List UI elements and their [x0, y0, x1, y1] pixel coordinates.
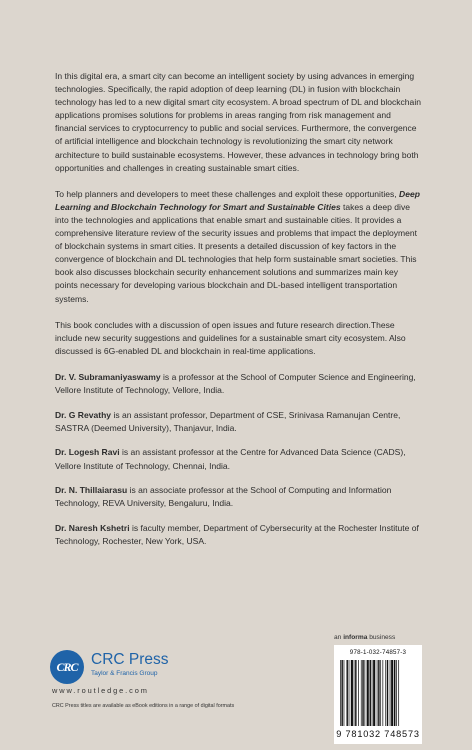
book-title: Deep Learning and Blockchain Technology for Smart and Sustainable Cities: [55, 188, 420, 212]
author-bio: [55, 484, 421, 510]
cover-footer: [0, 630, 472, 750]
intro-paragraph: In this digital era, a smart city can become an intelligent society by using advances in emerging technologies. Specifically, the rapid adoption of deep learning (DL) in fusion with blockchain technology has led to a new digital smart city ecosystem. A broad spectrum of DL and blockchain applications promises solutions for problems in areas ranging from risk management and financial services to cryptocurrency to public and social services. Furthermore, the convergence of artificial intelligence and blockchain technology is revolutionizing the smart city network architecture to build sustainable ecosystems. However, these advances in technology bring both opportunities and challenges in creating sustainable smart cities.: [55, 71, 421, 173]
author-name: Dr. G Revathy: [55, 409, 112, 420]
publisher-group: Taylor & Francis Group: [91, 670, 158, 677]
author-bio: [55, 371, 421, 397]
author-description: is an associate professor at the School of Computing and Information Technology, REVA University, Bengaluru, India.: [55, 485, 392, 509]
barcode: [334, 645, 422, 744]
informa-prefix: an: [334, 634, 342, 641]
author-name: Dr. V. Subramaniyaswamy: [55, 371, 161, 382]
author-name: Dr. N. Thillaiarasu: [55, 485, 128, 496]
informa-brand: informa: [343, 634, 368, 641]
ebook-note: CRC Press titles are available as eBook editions in a range of digital formats: [52, 703, 235, 709]
author-description: is faculty member, Department of Cybersecurity at the Rochester Institute of Technology, Rochester, New York, USA.: [55, 523, 419, 547]
publisher-website: www.routledge.com: [52, 686, 149, 695]
ean-number: 9 781032 748573: [336, 729, 420, 739]
summary-lead: To help planners and developers to meet these challenges and exploit these opportunities,: [55, 188, 397, 199]
informa-business-label: [334, 634, 395, 641]
informa-suffix: business: [369, 634, 396, 641]
barcode-icon: [340, 660, 416, 726]
author-description: is an assistant professor at the Centre for Advanced Data Science (CADS), Vellore Institute of Technology, Chennai, India.: [55, 447, 406, 471]
author-description: is an assistant professor, Department of CSE, Srinivasa Ramanujan Centre, SASTRA (Deemed University), Thanjavur, India.: [55, 409, 401, 433]
author-name: Dr. Logesh Ravi: [55, 447, 120, 458]
author-bio: [55, 446, 421, 472]
publisher-name: CRC Press: [91, 651, 169, 668]
book-summary-paragraph: [55, 188, 421, 306]
crc-press-logo: [50, 650, 220, 690]
summary-rest: takes a deep dive into the technologies and applications that enable smart and sustainable cities. It provides a comprehensive literature review of the security issues and problems that impact the deployment of blockchain systems in smart cities. It presents a detailed discussion of key factors in the convergence of blockchain and DL technologies that help form sustainable smart societies. This book also discusses blockchain security enhancement solutions and summarizes main key points necessary for developing various blockchain and DL-based intelligent transportation systems.: [55, 201, 417, 304]
conclusion-paragraph: This book concludes with a discussion of open issues and future research direction.These include new security suggestions and guidelines for a sustainable smart city ecosystem. Also discussed is 6G-enabled DL and blockchain in real-time applications.: [55, 319, 406, 356]
author-bio: [55, 409, 421, 435]
author-description: is a professor at the School of Computer Science and Engineering, Vellore Institute of Technology, Vellore, India.: [55, 371, 416, 395]
crc-logo-letters: CRC: [56, 660, 78, 674]
author-bio: [55, 522, 421, 548]
isbn-number: 978-1-032-74857-3: [349, 649, 407, 656]
cover-text: [55, 70, 421, 560]
author-name: Dr. Naresh Kshetri: [55, 523, 130, 533]
